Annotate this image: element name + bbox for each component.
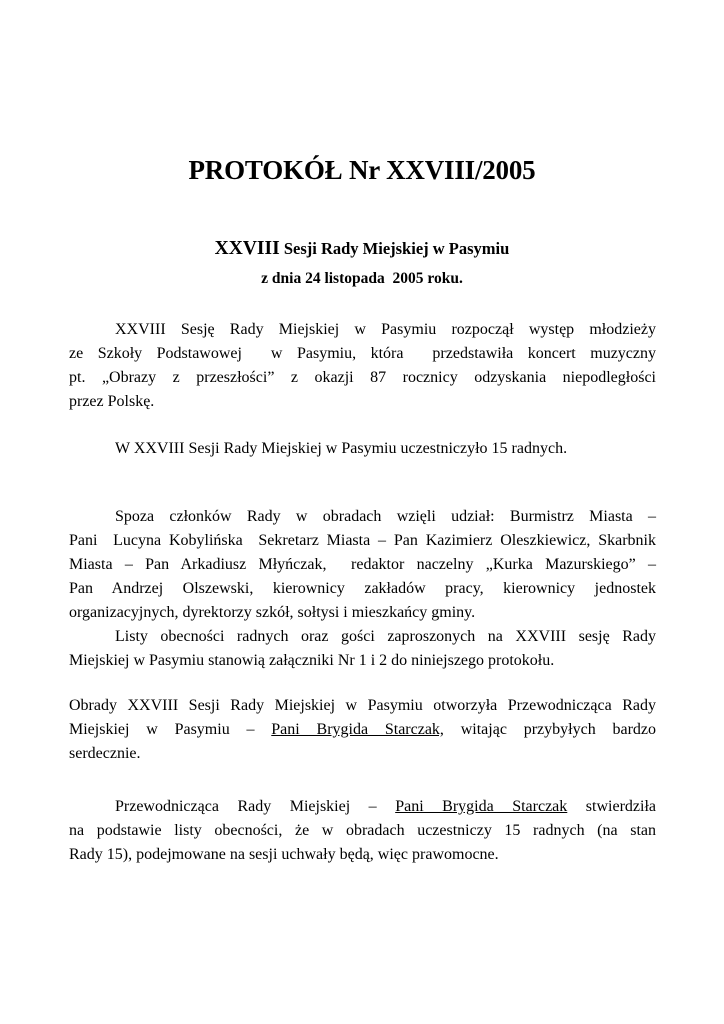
paragraph-opening — [69, 318, 656, 414]
paragraph-line: na podstawie listy obecności, że w obradach uczestniczy 15 radnych (na stan — [69, 822, 656, 839]
paragraph-line: Obrady XXVIII Sesji Rady Miejskiej w Pasymiu otworzyła Przewodnicząca Rady — [69, 697, 656, 714]
paragraph-line: serdecznie. — [69, 745, 141, 762]
paragraph-opening-by-chair — [69, 694, 656, 766]
paragraph-attendance — [69, 437, 656, 461]
paragraph-line: Pani Lucyna Kobylińska Sekretarz Miasta – Pan Kazimierz Oleszkiewicz, Skarbnik — [69, 532, 656, 549]
paragraph-line: Miejskiej w Pasymiu stanowią załączniki Nr 1 i 2 do niniejszego protokołu. — [69, 652, 555, 669]
subtitle-session-name: Sesji Rady Miejskiej w Pasymiu — [279, 239, 510, 258]
paragraph-line: przez Polskę. — [69, 393, 155, 410]
paragraph-attendance-lists — [69, 625, 656, 673]
paragraph-line — [69, 795, 656, 819]
paragraph-line: Pan Andrzej Olszewski, kierownicy zakładów pracy, kierownicy jednostek — [69, 580, 656, 597]
document-title: PROTOKÓŁ Nr XXVIII/2005 — [188, 155, 536, 185]
paragraph-quorum — [69, 795, 656, 867]
subtitle-session-number: XXVIII — [214, 238, 280, 259]
paragraph-line: Listy obecności radnych oraz gości zaproszonych na XXVIII sesję Rady — [115, 628, 656, 645]
paragraph-line: organizacyjnych, dyrektorzy szkół, sołtysi i mieszkańcy gminy. — [69, 604, 476, 621]
document-date: z dnia 24 listopada 2005 roku. — [261, 270, 463, 287]
paragraph-line: ze Szkoły Podstawowej w Pasymiu, która przedstawiła koncert muzyczny — [69, 345, 656, 362]
paragraph-line: Miasta – Pan Arkadiusz Młyńczak, redaktor naczelny „Kurka Mazurskiego” – — [69, 556, 656, 573]
line-text: Miejskiej w Pasymiu – — [69, 721, 272, 738]
paragraph-line: Rady 15), podejmowane na sesji uchwały będą, więc prawomocne. — [69, 846, 499, 863]
paragraph-line: pt. „Obrazy z przeszłości” z okazji 87 rocznicy odzyskania niepodległości — [69, 369, 656, 386]
line-text: witając przybyłych bardzo — [443, 721, 657, 738]
paragraph-line: Spoza członków Rady w obradach wzięli udział: Burmistrz Miasta – — [115, 508, 656, 525]
line-text: stwierdziła — [567, 798, 656, 815]
paragraph-guests — [69, 505, 656, 625]
paragraph-line — [69, 718, 656, 742]
line-text: Przewodnicząca Rady Miejskiej – — [115, 798, 396, 815]
document-subtitle — [0, 236, 724, 263]
chairperson-name: Pani Brygida Starczak — [395, 798, 568, 815]
paragraph-line: W XXVIII Sesji Rady Miejskiej w Pasymiu uczestniczyło 15 radnych. — [115, 440, 568, 457]
paragraph-line: XXVIII Sesję Rady Miejskiej w Pasymiu rozpoczął występ młodzieży — [115, 321, 656, 338]
chairperson-name: Pani Brygida Starczak, — [271, 721, 444, 738]
